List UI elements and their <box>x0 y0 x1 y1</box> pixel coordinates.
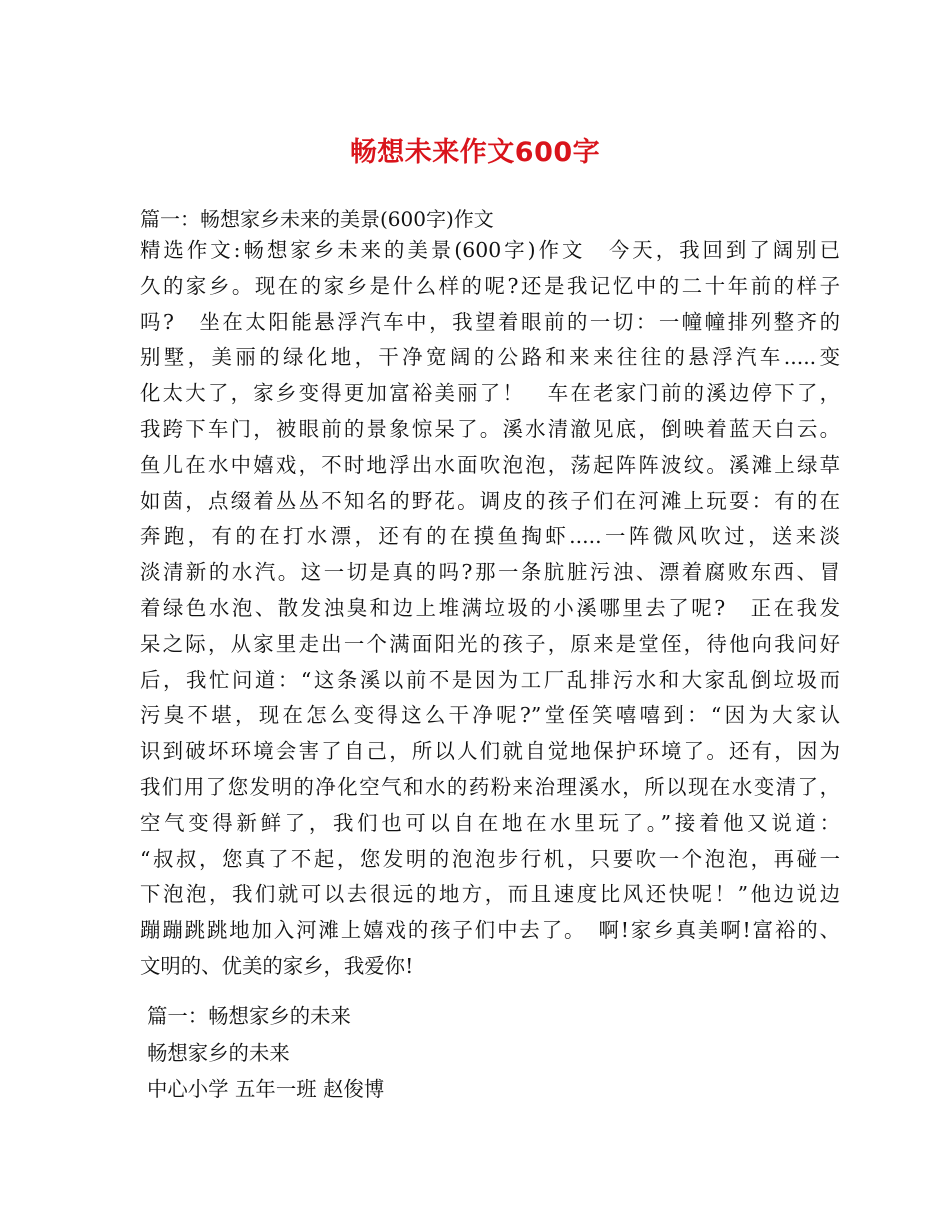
body-line: 呆之际，从家里走出一个满面阳光的孩子，原来是堂侄，待他向我问好 <box>140 631 840 656</box>
body-line: 后，我忙问道：“这条溪以前不是因为工厂乱排污水和大家乱倒垃圾而 <box>140 667 840 692</box>
body-line: 久的家乡。现在的家乡是什么样的呢?还是我记忆中的二十年前的样子 <box>140 273 840 298</box>
essay-body <box>140 233 840 985</box>
body-line: 下泡泡，我们就可以去很远的地方，而且速度比风还快呢！”他边说边 <box>140 882 840 907</box>
body-line: 鱼儿在水中嬉戏，不时地浮出水面吹泡泡，荡起阵阵波纹。溪滩上绿草 <box>140 452 840 477</box>
body-line: 吗? 坐在太阳能悬浮汽车中，我望着眼前的一切：一幢幢排列整齐的 <box>140 309 840 334</box>
body-line: 我们用了您发明的净化空气和水的药粉来治理溪水，所以现在水变清了， <box>140 774 840 799</box>
body-line: 淡清新的水汽。这一切是真的吗?那一条肮脏污浊、漂着腐败东西、冒 <box>140 560 840 585</box>
body-line: 空气变得新鲜了，我们也可以自在地在水里玩了。”接着他又说道： <box>140 810 840 835</box>
body-line: 如茵，点缀着丛丛不知名的野花。调皮的孩子们在河滩上玩耍：有的在 <box>140 488 840 513</box>
body-line: 精选作文:畅想家乡未来的美景(600字)作文 今天，我回到了阔别已 <box>140 238 840 262</box>
body-line: 奔跑，有的在打水漂，还有的在摸鱼掏虾.....一阵微风吹过，送来淡 <box>140 524 840 549</box>
body-line: 蹦蹦跳跳地加入河滩上嬉戏的孩子们中去了。 啊!家乡真美啊!富裕的、 <box>140 918 840 943</box>
section-heading-2: 篇一：畅想家乡的未来 <box>147 1004 351 1028</box>
body-line: 着绿色水泡、散发浊臭和边上堆满垃圾的小溪哪里去了呢? 正在我发 <box>140 595 840 620</box>
author-line: 中心小学 五年一班 赵俊博 <box>147 1077 385 1101</box>
section-subtitle: 畅想家乡的未来 <box>147 1041 290 1065</box>
document-title: 畅想未来作文600字 <box>349 137 601 168</box>
body-line: 识到破坏环境会害了自己，所以人们就自觉地保护环境了。还有，因为 <box>140 739 840 764</box>
body-line: 文明的、优美的家乡，我爱你! <box>140 953 414 978</box>
section-heading: 篇一：畅想家乡未来的美景(600字)作文 <box>140 207 494 231</box>
body-line: 污臭不堪，现在怎么变得这么干净呢?”堂侄笑嘻嘻到：“因为大家认 <box>140 703 840 728</box>
body-line: “叔叔，您真了不起，您发明的泡泡步行机，只要吹一个泡泡，再碰一 <box>140 846 840 871</box>
body-line: 别墅，美丽的绿化地，干净宽阔的公路和来来往往的悬浮汽车.....变 <box>140 345 840 370</box>
body-line: 我跨下车门，被眼前的景象惊呆了。溪水清澈见底，倒映着蓝天白云。 <box>140 416 840 441</box>
body-line: 化太大了，家乡变得更加富裕美丽了！ 车在老家门前的溪边停下了， <box>140 381 840 406</box>
